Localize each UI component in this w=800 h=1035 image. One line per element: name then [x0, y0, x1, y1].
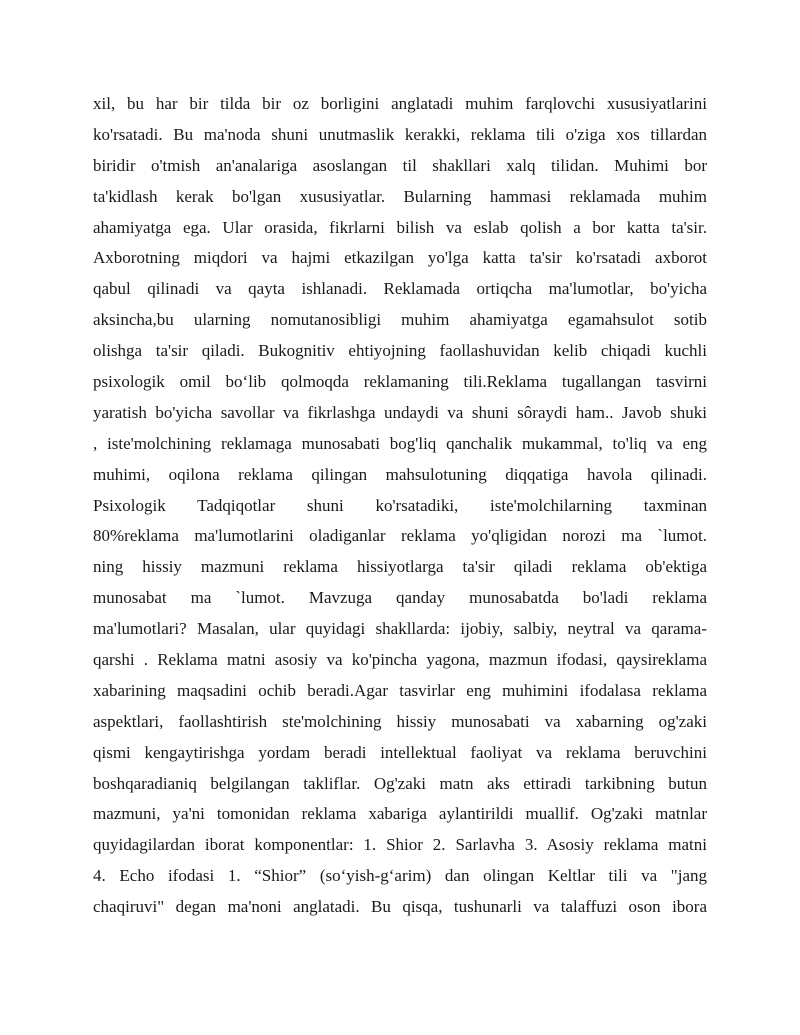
text-line: chaqiruvi" degan ma'noni anglatadi. Bu qisqa, tushunarli va talaffuzi oson ibora — [93, 897, 707, 917]
text-line: , iste'molchining reklamaga munosabati bog'liq qanchalik mukammal, to'liq va eng — [93, 433, 707, 453]
text-line: qismi kengaytirishga yordam beradi intellektual faoliyat va reklama beruvchini — [93, 742, 707, 762]
text-line: aksincha,bu ularning nomutanosibligi muhim ahamiyatga egamahsulot sotib — [93, 310, 707, 330]
text-line: 4. Echo ifodasi 1. “Shior” (so‘yish-g‘arim) dan olingan Keltlar tili va "jang — [93, 866, 707, 886]
text-line: Psixologik Tadqiqotlar shuni ko'rsatadiki, iste'molchilarning taxminan — [93, 495, 707, 515]
text-line: aspektlari, faollashtirish ste'molchining hissiy munosabati va xabarning og'zaki — [93, 711, 707, 731]
text-line: ahamiyatga ega. Ular orasida, fikrlarni bilish va eslab qolish a bor katta ta'sir. — [93, 217, 707, 237]
text-line: Axborotning miqdori va hajmi etkazilgan yo'lga katta ta'sir ko'rsatadi axborot — [93, 248, 707, 268]
text-line: 80%reklama ma'lumotlarini oladiganlar reklama yo'qligidan norozi ma `lumot. — [93, 526, 707, 546]
text-line: yaratish bo'yicha savollar va fikrlashga undaydi va shuni sôraydi ham.. Javob shuki — [93, 402, 707, 422]
text-line: ma'lumotlari? Masalan, ular quyidagi shakllarda: ijobiy, salbiy, neytral va qarama- — [93, 619, 707, 639]
text-line: xabarining maqsadini ochib beradi.Agar tasvirlar eng muhimini ifodalasa reklama — [93, 680, 707, 700]
text-line: munosabat ma `lumot. Mavzuga qanday munosabatda bo'ladi reklama — [93, 588, 707, 608]
text-line: biridir o'tmish an'analariga asoslangan til shakllari xalq tilidan. Muhimi bor — [93, 155, 707, 175]
text-line: quyidagilardan iborat komponentlar: 1. Shior 2. Sarlavha 3. Asosiy reklama matni — [93, 835, 707, 855]
text-line: boshqaradianiq belgilangan takliflar. Og'zaki matn aks ettiradi tarkibning butun — [93, 773, 707, 793]
text-line: mazmuni, ya'ni tomonidan reklama xabariga aylantirildi muallif. Og'zaki matnlar — [93, 804, 707, 824]
text-line: qarshi . Reklama matni asosiy va ko'pincha yagona, mazmun ifodasi, qaysireklama — [93, 650, 707, 670]
text-line: ko'rsatadi. Bu ma'noda shuni unutmaslik kerakki, reklama tili o'ziga xos tillardan — [93, 124, 707, 144]
text-line: ning hissiy mazmuni reklama hissiyotlarga ta'sir qiladi reklama ob'ektiga — [93, 557, 707, 577]
text-line: olishga ta'sir qiladi. Bukognitiv ehtiyojning faollashuvidan kelib chiqadi kuchli — [93, 341, 707, 361]
text-line: qabul qilinadi va qayta ishlanadi. Reklamada ortiqcha ma'lumotlar, bo'yicha — [93, 279, 707, 299]
text-line: ta'kidlash kerak bo'lgan xususiyatlar. Bularning hammasi reklamada muhim — [93, 186, 707, 206]
body-paragraph — [93, 89, 707, 923]
text-line: psixologik omil bo‘lib qolmoqda reklamaning tili.Reklama tugallangan tasvirni — [93, 372, 707, 392]
text-line: muhimi, oqilona reklama qilingan mahsulotuning diqqatiga havola qilinadi. — [93, 464, 707, 484]
text-line: xil, bu har bir tilda bir oz borligini anglatadi muhim farqlovchi xususiyatlarini — [93, 94, 707, 113]
